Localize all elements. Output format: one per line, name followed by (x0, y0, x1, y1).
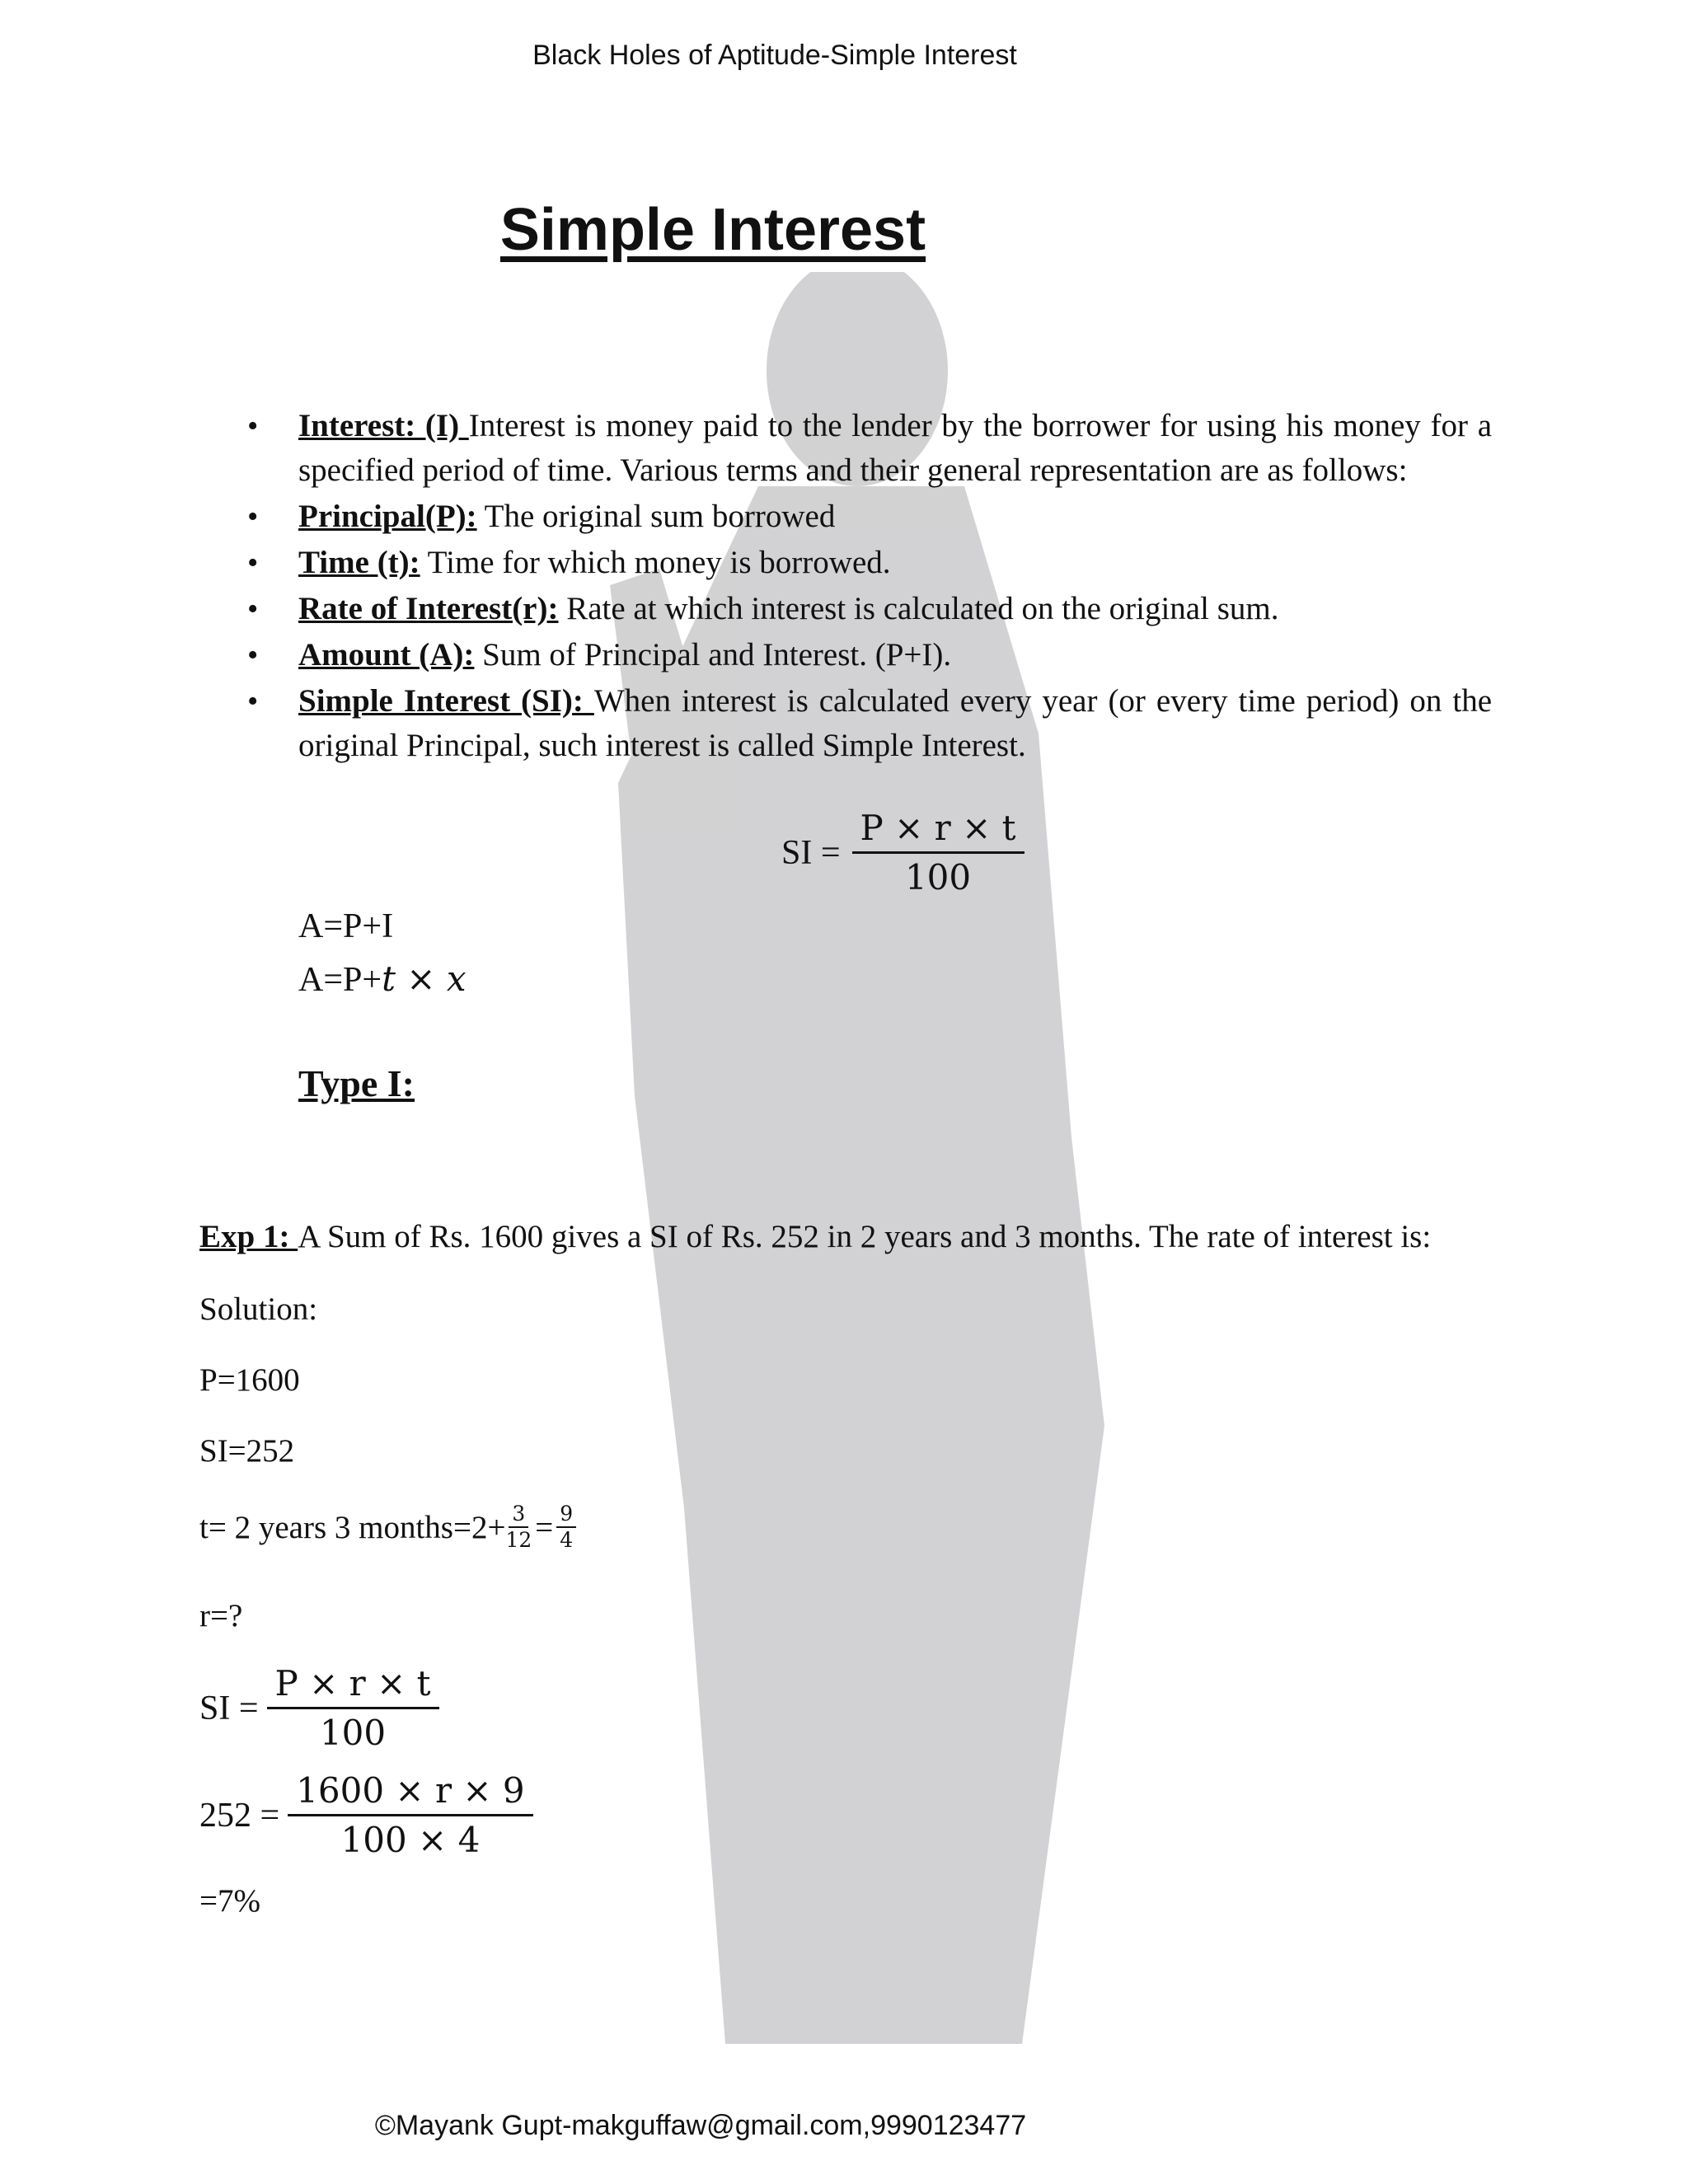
time-fraction-2-num: 9 (556, 1502, 576, 1528)
example-substituted-numerator: 1600 × r × 9 (288, 1770, 532, 1816)
example-result: =7% (199, 1883, 260, 1919)
time-fraction-2 (556, 1502, 576, 1553)
si-value: SI=252 (199, 1433, 295, 1469)
definition-item (247, 587, 1492, 631)
page-footer: ©Mayank Gupt-makguffaw@gmail.com,9990123477 (374, 2110, 1027, 2141)
time-fraction-1-den: 12 (505, 1528, 532, 1552)
definition-term: Interest: (I) (298, 408, 469, 443)
si-formula-denominator: 100 (904, 857, 972, 898)
time-fraction-2-den: 4 (560, 1528, 574, 1552)
definition-text: Interest is money paid to the lender by the borrower for using his money for a specified period of time. Various terms and their general representation are as follows: (298, 408, 1492, 488)
definition-item (247, 494, 1492, 539)
si-formula-numerator: P × r × t (852, 808, 1025, 854)
si-formula-fraction (852, 808, 1025, 898)
time-prefix: t= 2 years 3 months=2+ (199, 1509, 506, 1545)
example-substituted-formula (199, 1770, 533, 1860)
example-si-formula-denominator: 100 (319, 1713, 387, 1753)
page-header: Black Holes of Aptitude-Simple Interest (532, 40, 1017, 71)
time-fraction-1-num: 3 (509, 1502, 528, 1528)
definition-text: Time for which money is borrowed. (420, 545, 891, 580)
time-value (199, 1502, 576, 1553)
definition-item (247, 541, 1492, 585)
page-title: Simple Interest (499, 197, 926, 263)
example-substituted-denominator: 100 × 4 (340, 1820, 481, 1860)
si-formula (781, 808, 1025, 898)
time-equals: = (535, 1509, 554, 1545)
definition-item (247, 633, 1492, 677)
solution-label: Solution: (199, 1291, 318, 1327)
definition-text: Sum of Principal and Interest. (P+I). (474, 637, 952, 673)
amount-line-2 (298, 958, 467, 1000)
example-si-formula-lhs: SI = (199, 1689, 259, 1727)
definition-term: Simple Interest (SI): (298, 683, 594, 719)
definition-term: Principal(P): (298, 499, 477, 534)
definition-text: Rate at which interest is calculated on the original sum. (558, 591, 1279, 626)
example-label: Exp 1: (199, 1219, 298, 1254)
principal-value: P=1600 (199, 1362, 300, 1398)
example-si-formula (199, 1663, 439, 1753)
definition-text: The original sum borrowed (476, 499, 836, 534)
definition-item (247, 679, 1492, 768)
example-statement (199, 1218, 1551, 1255)
definition-term: Amount (A): (298, 637, 475, 673)
rate-value: r=? (199, 1598, 243, 1633)
example-text: A Sum of Rs. 1600 gives a SI of Rs. 252 in 2 years and 3 months. The rate of interest is: (298, 1219, 1432, 1254)
definition-term: Rate of Interest(r): (298, 591, 559, 626)
definition-text: When interest is calculated every year (or every time period) on the original Principal, such interest is called Simple Interest. (298, 683, 1493, 763)
example-substituted-fraction (288, 1770, 532, 1860)
type-heading: Type I: (298, 1062, 415, 1104)
si-formula-lhs: SI = (781, 833, 841, 872)
amount-line-2-math: t × x (382, 958, 467, 999)
definitions-list (247, 404, 1492, 770)
definition-item (247, 404, 1492, 493)
amount-line-2-prefix: A=P+ (298, 961, 382, 999)
example-substituted-lhs: 252 = (199, 1796, 280, 1835)
example-si-formula-numerator: P × r × t (267, 1663, 439, 1709)
example-si-formula-fraction (267, 1663, 439, 1753)
amount-line-1: A=P+I (298, 907, 394, 945)
definition-term: Time (t): (298, 545, 420, 580)
time-fraction-1 (505, 1502, 532, 1553)
